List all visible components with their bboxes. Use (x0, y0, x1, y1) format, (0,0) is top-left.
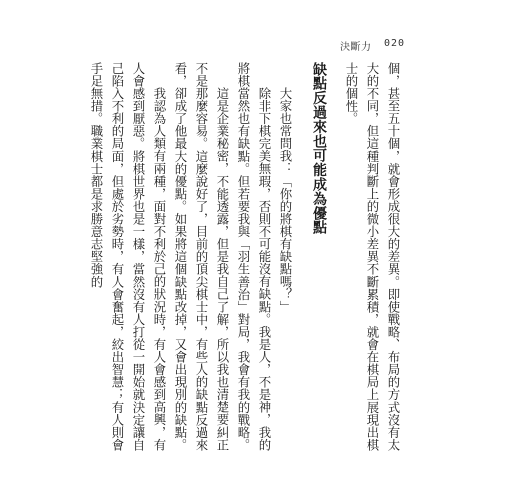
paragraph: 除非下棋完美無瑕，否則不可能沒有缺點。我是人，不是神，我的將棋當然也有缺點。但若要我與「羽生善治」對局，我會有我的戰略。 (236, 62, 272, 452)
paragraph: 大家也常問我：「你的將棋有缺點嗎？」 (278, 86, 293, 313)
vertical-body-text (89, 62, 404, 462)
running-head-title: 決斷力 (340, 42, 372, 53)
section-heading: 缺點反過來也可能成為優點 (311, 62, 327, 235)
paragraph: 這是企業秘密，不能透露，但是我自己了解，所以我也清楚要糾正不是那麼容易。這麼說好了，目前的頂尖棋士中，有些人的缺點反過來看，卻成了他最大的優點。如果將這個缺點改掉，又會出現別的缺點。 (173, 62, 230, 452)
paragraph-continued: 個，甚至五十個，就會形成很大的差異。即使戰略、布局的方式沒有太大的不同，但這種判斷上的微小差異不斷累積，就會在棋局上展現出棋士的個性。 (344, 62, 401, 452)
paragraph: 我認為人類有兩種，面對不利於己的狀況時，有人會感到高興，有人會感到厭惡。將棋世界也是一樣，當然沒有人打從一開始就決定讓自己陷入不利的局面，但處於劣勢時，有人會奮起，絞出智慧；有人則會手足無措。職業棋士都是求勝意志堅強的 (89, 62, 167, 452)
page-number: 020 (384, 38, 406, 49)
